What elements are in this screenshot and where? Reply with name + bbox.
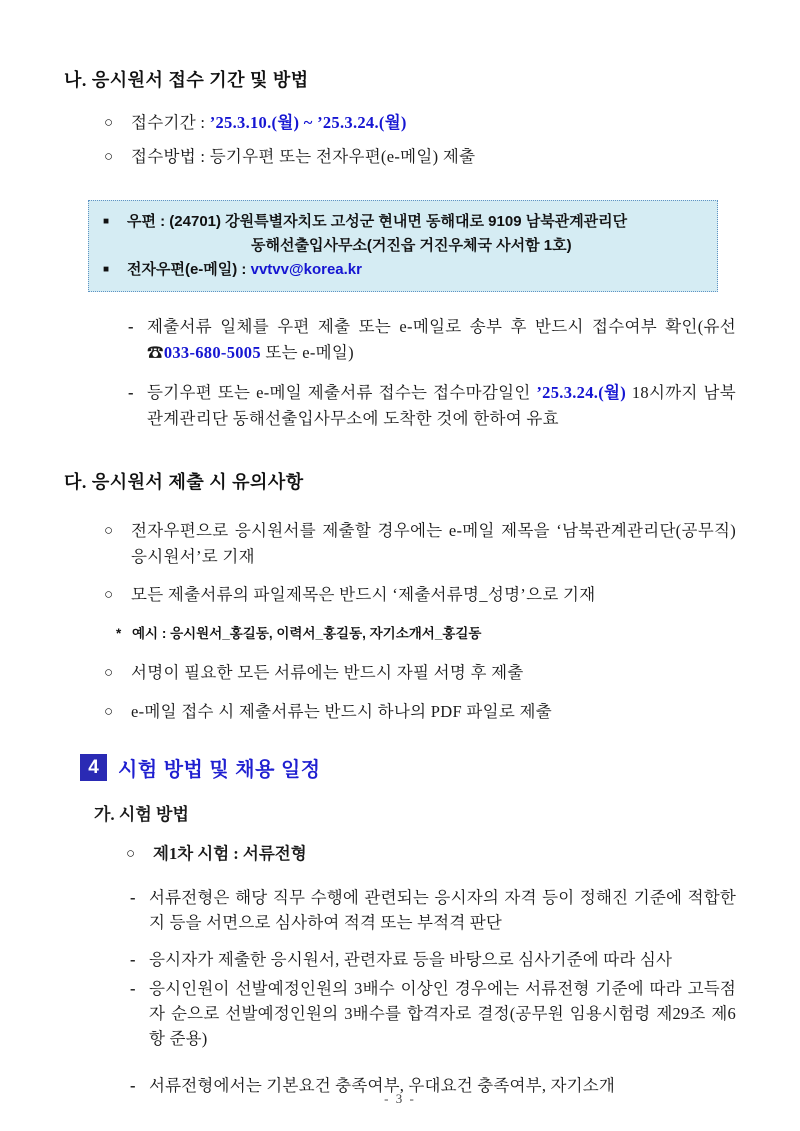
postal-address-line2: 동해선출입사무소(거진읍 거진우체국 사서함 1호) [251, 237, 572, 254]
dash-bullet: - [130, 1076, 136, 1095]
square-bullet-icon: ■ [103, 216, 110, 227]
exam-detail-1 [130, 885, 736, 935]
section-4-header [80, 753, 736, 782]
note1-part1: 제출서류 일체를 우편 제출 또는 e-메일로 송부 후 반드시 접수여부 확인(유선 [147, 317, 736, 336]
deadline-text [147, 380, 736, 432]
filename-example-note [116, 624, 736, 644]
phone-number: 033-680-5005 [163, 343, 261, 362]
email-address: vvtvv@korea.kr [250, 261, 362, 278]
section-c-heading: 다. 응시원서 제출 시 유의사항 [64, 472, 304, 492]
dash-bullet: - [130, 979, 136, 998]
notice-item-2-text: 모든 제출서류의 파일제목은 반드시 ‘제출서류명_성명’으로 기재 [131, 585, 596, 604]
deadline-date: ’25.3.24.(월) [536, 383, 627, 402]
exam-detail-2 [130, 947, 736, 972]
email-text [127, 258, 705, 282]
exam-detail-2-text: 응시자가 제출한 응시원서, 관련자료 등을 바탕으로 심사기준에 따라 심사 [149, 950, 673, 969]
email-label: 전자우편(e-메일) : [127, 261, 251, 278]
receipt-period-line [104, 110, 736, 136]
filename-example-text: 예시 : 응시원서_홍길동, 이력서_홍길동, 자기소개서_홍길동 [132, 626, 482, 641]
first-exam-text: 제1차 시험 : 서류전형 [153, 844, 307, 863]
postal-address-row [103, 210, 705, 258]
circle-bullet-icon: ○ [104, 523, 114, 539]
receipt-method-line [104, 144, 736, 170]
section-number-badge: 4 [80, 754, 107, 781]
email-row [103, 258, 705, 282]
note2-part2: 18시까지 남북관계관리단 동해선출입사무소에 도착한 것에 한하여 유효 [147, 383, 736, 428]
notice-item-1 [104, 518, 736, 570]
phone-icon: ☎ [147, 343, 164, 362]
receipt-confirm-text [147, 314, 736, 366]
dash-bullet: - [128, 383, 134, 402]
circle-bullet-icon: ○ [104, 587, 114, 603]
square-bullet-icon: ■ [103, 264, 110, 275]
circle-bullet-icon: ○ [126, 846, 136, 862]
note1-part2: 또는 e-메일) [260, 343, 354, 362]
postal-address-text [127, 210, 705, 258]
circle-bullet-icon: ○ [104, 149, 114, 165]
first-exam-line [126, 841, 736, 867]
receipt-confirm-note [128, 314, 736, 366]
dash-bullet: - [130, 950, 136, 969]
asterisk-bullet: * [116, 626, 122, 641]
notice-item-1-text: 전자우편으로 응시원서를 제출할 경우에는 e-메일 제목을 ‘남북관계관리단(공무직) 응시원서’로 기재 [131, 521, 736, 566]
receipt-period-dates: ’25.3.10.(월) ~ ’25.3.24.(월) [209, 113, 407, 132]
exam-detail-3 [130, 976, 736, 1051]
circle-bullet-icon: ○ [104, 704, 114, 720]
section-4-title: 시험 방법 및 채용 일정 [118, 759, 321, 781]
circle-bullet-icon: ○ [104, 115, 114, 131]
receipt-method-text: 접수방법 : 등기우편 또는 전자우편(e-메일) 제출 [131, 147, 476, 166]
exam-detail-4-text: 서류전형에서는 기본요건 충족여부, 우대요건 충족여부, 자기소개 [149, 1076, 616, 1095]
page-number: - 3 - [384, 1091, 416, 1106]
dash-bullet: - [128, 317, 134, 336]
section-b-heading: 나. 응시원서 접수 기간 및 방법 [64, 70, 309, 90]
exam-detail-1-text: 서류전형은 해당 직무 수행에 관련되는 응시자의 자격 등이 정해진 기준에 적합한지 등을 서면으로 심사하여 적격 또는 부적격 판단 [149, 888, 736, 932]
note2-part1: 등기우편 또는 e-메일 제출서류 접수는 접수마감일인 [147, 383, 537, 402]
receipt-period-label: 접수기간 : [131, 113, 210, 132]
notice-item-3 [104, 660, 736, 686]
deadline-note [128, 380, 736, 432]
postal-address-line1: 우편 : (24701) 강원특별자치도 고성군 현내면 동해대로 9109 남북관계관리단 [127, 213, 628, 230]
receipt-period-text [131, 110, 736, 136]
contact-info-box [88, 200, 718, 292]
notice-item-4-text: e-메일 접수 시 제출서류는 반드시 하나의 PDF 파일로 제출 [131, 702, 553, 721]
notice-item-2 [104, 582, 736, 608]
exam-detail-3-text: 응시인원이 선발예정인원의 3배수 이상인 경우에는 서류전형 기준에 따라 고득점자 순으로 선발예정인원의 3배수를 합격자로 결정(공무원 임용시험령 제29조 제6항 준용) [149, 979, 736, 1048]
notice-item-4 [104, 699, 736, 725]
subsection-a-heading: 가. 시험 방법 [94, 805, 189, 824]
notice-item-3-text: 서명이 필요한 모든 서류에는 반드시 자필 서명 후 제출 [131, 663, 524, 682]
dash-bullet: - [130, 888, 136, 907]
circle-bullet-icon: ○ [104, 665, 114, 681]
